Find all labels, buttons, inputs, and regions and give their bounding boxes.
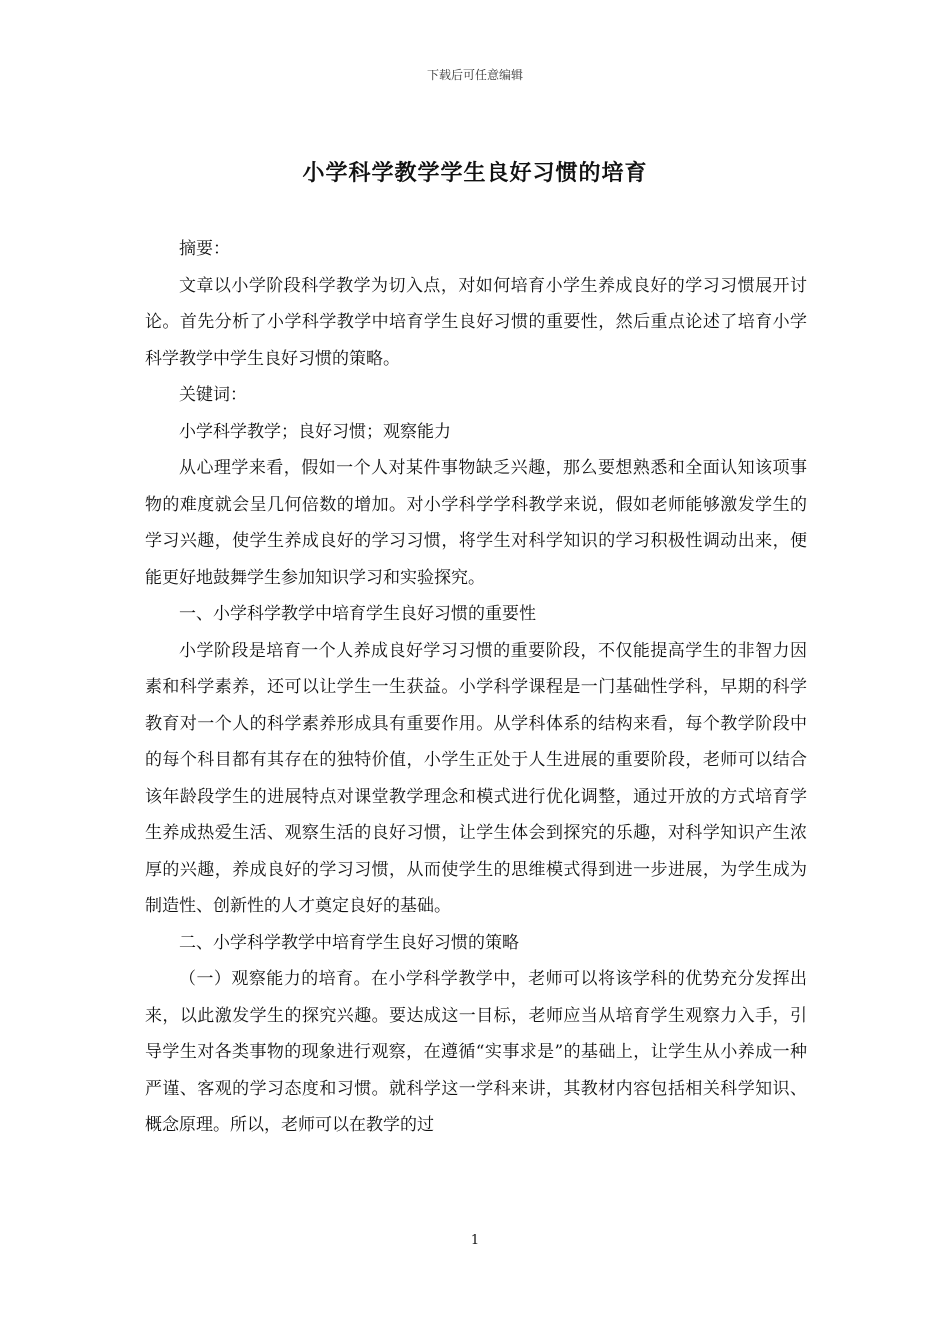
document-title: 小学科学教学学生良好习惯的培育: [302, 160, 648, 186]
section-2-paragraph: （一）观察能力的培育。在小学科学教学中，老师可以将该学科的优势充分发挥出来，以此激发学生的探究兴趣。要达成这一目标，老师应当从培育学生观察力入手，引导学生对各类事物的现象进行观察，在遵循“实事求是”的基础上，让学生从小养成一种严谨、客观的学习态度和习惯。就科学这一学科来讲，其教材内容包括相关科学知识、概念原理。所以，老师可以在教学的过: [145, 969, 807, 1135]
abstract-text: 文章以小学阶段科学教学为切入点，对如何培育小学生养成良好的学习习惯展开讨论。首先分析了小学科学教学中培育学生良好习惯的重要性，然后重点论述了培育小学科学教学中学生良好习惯的策略。: [145, 275, 807, 369]
abstract-label: 摘要：: [179, 239, 230, 259]
page-number: 1: [470, 1233, 480, 1248]
keywords-label: 关键词：: [179, 385, 247, 405]
section-heading-2: 二、小学科学教学中培育学生良好习惯的策略: [179, 932, 519, 953]
section-heading-1: 一、小学科学教学中培育学生良好习惯的重要性: [179, 604, 536, 624]
intro-paragraph: 从心理学来看，假如一个人对某件事物缺乏兴趣，那么要想熟悉和全面认知该项事物的难度就会呈几何倍数的增加。对小学科学学科教学来说，假如老师能够激发学生的学习兴趣，使学生养成良好的学习习惯，将学生对科学知识的学习积极性调动出来，便能更好地鼓舞学生参加知识学习和实验探究。: [145, 458, 807, 588]
keywords-text: 小学科学教学；良好习惯；观察能力: [179, 421, 451, 442]
page-header: 下载后可任意编辑: [426, 68, 523, 82]
document-body: [145, 231, 807, 1144]
section-1-paragraph: 小学阶段是培育一个人养成良好学习习惯的重要阶段，不仅能提高学生的非智力因素和科学素养，还可以让学生一生获益。小学科学课程是一门基础性学科，早期的科学教育对一个人的科学素养形成具有重要作用。从学科体系的结构来看，每个教学阶段中的每个科目都有其存在的独特价值，小学生正处于人生进展的重要阶段，老师可以结合该年龄段学生的进展特点对课堂教学理念和模式进行优化调整，通过开放的方式培育学生养成热爱生活、观察生活的良好习惯，让学生体会到探究的乐趣，对科学知识产生浓厚的兴趣，养成良好的学习习惯，从而使学生的思维模式得到进一步进展，为学生成为制造性、创新性的人才奠定良好的基础。: [145, 640, 807, 916]
